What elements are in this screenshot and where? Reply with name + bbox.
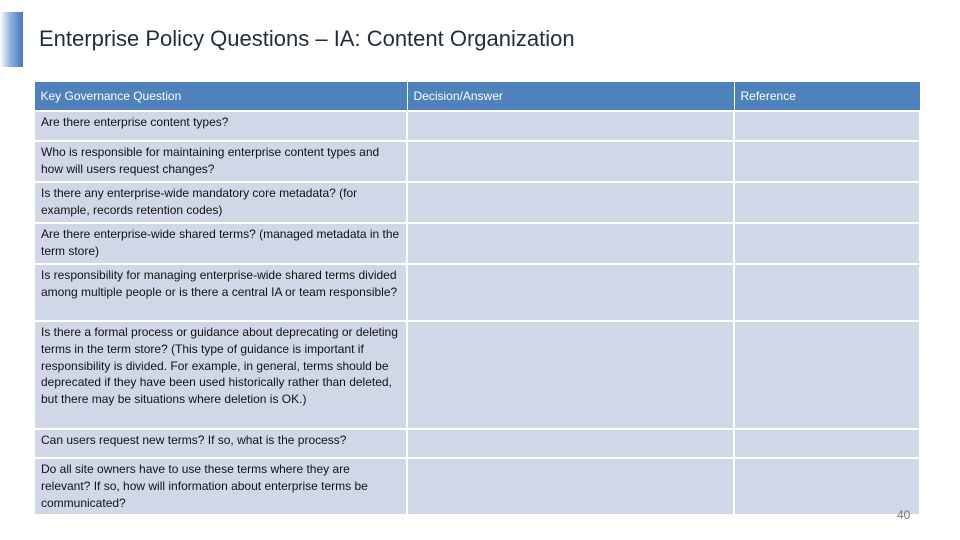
slide-title: Enterprise Policy Questions – IA: Content Organization bbox=[39, 26, 575, 51]
table-row bbox=[34, 429, 920, 458]
question-cell: Who is responsible for maintaining enterprise content types and how will users request changes? bbox=[34, 141, 407, 182]
slide-number: 40 bbox=[897, 508, 911, 522]
reference-cell[interactable] bbox=[734, 429, 920, 458]
governance-table bbox=[33, 81, 921, 516]
question-cell: Is responsibility for managing enterprise-wide shared terms divided among multiple people or is there a central IA or team responsible? bbox=[34, 264, 407, 321]
reference-cell[interactable] bbox=[734, 458, 920, 515]
answer-cell[interactable] bbox=[407, 182, 734, 223]
column-header-question: Key Governance Question bbox=[34, 82, 407, 112]
question-cell: Is there a formal process or guidance about deprecating or deleting terms in the term store? (This type of guidance is important if responsibility is divided. For example, in general, terms should be deprecated if they have been used historically rather than deleted, but there may be situations where deletion is OK.) bbox=[34, 321, 407, 429]
answer-cell[interactable] bbox=[407, 458, 734, 515]
table-row bbox=[34, 182, 920, 223]
reference-cell[interactable] bbox=[734, 141, 920, 182]
question-cell: Is there any enterprise-wide mandatory core metadata? (for example, records retention codes) bbox=[34, 182, 407, 223]
column-header-reference: Reference bbox=[734, 82, 920, 112]
reference-cell[interactable] bbox=[734, 182, 920, 223]
table-row bbox=[34, 111, 920, 141]
answer-cell[interactable] bbox=[407, 111, 734, 141]
reference-cell[interactable] bbox=[734, 321, 920, 429]
reference-cell[interactable] bbox=[734, 223, 920, 264]
table-row bbox=[34, 141, 920, 182]
question-cell: Are there enterprise content types? bbox=[34, 111, 407, 141]
answer-cell[interactable] bbox=[407, 321, 734, 429]
question-cell: Are there enterprise-wide shared terms? (managed metadata in the term store) bbox=[34, 223, 407, 264]
table-header-row bbox=[34, 82, 920, 112]
table-row bbox=[34, 458, 920, 515]
answer-cell[interactable] bbox=[407, 264, 734, 321]
question-cell: Do all site owners have to use these terms where they are relevant? If so, how will information about enterprise terms be communicated? bbox=[34, 458, 407, 515]
answer-cell[interactable] bbox=[407, 429, 734, 458]
table-row bbox=[34, 264, 920, 321]
column-header-answer: Decision/Answer bbox=[407, 82, 734, 112]
reference-cell[interactable] bbox=[734, 111, 920, 141]
title-accent-bar bbox=[0, 12, 23, 67]
question-cell: Can users request new terms? If so, what is the process? bbox=[34, 429, 407, 458]
table-row bbox=[34, 321, 920, 429]
answer-cell[interactable] bbox=[407, 223, 734, 264]
answer-cell[interactable] bbox=[407, 141, 734, 182]
table-row bbox=[34, 223, 920, 264]
reference-cell[interactable] bbox=[734, 264, 920, 321]
